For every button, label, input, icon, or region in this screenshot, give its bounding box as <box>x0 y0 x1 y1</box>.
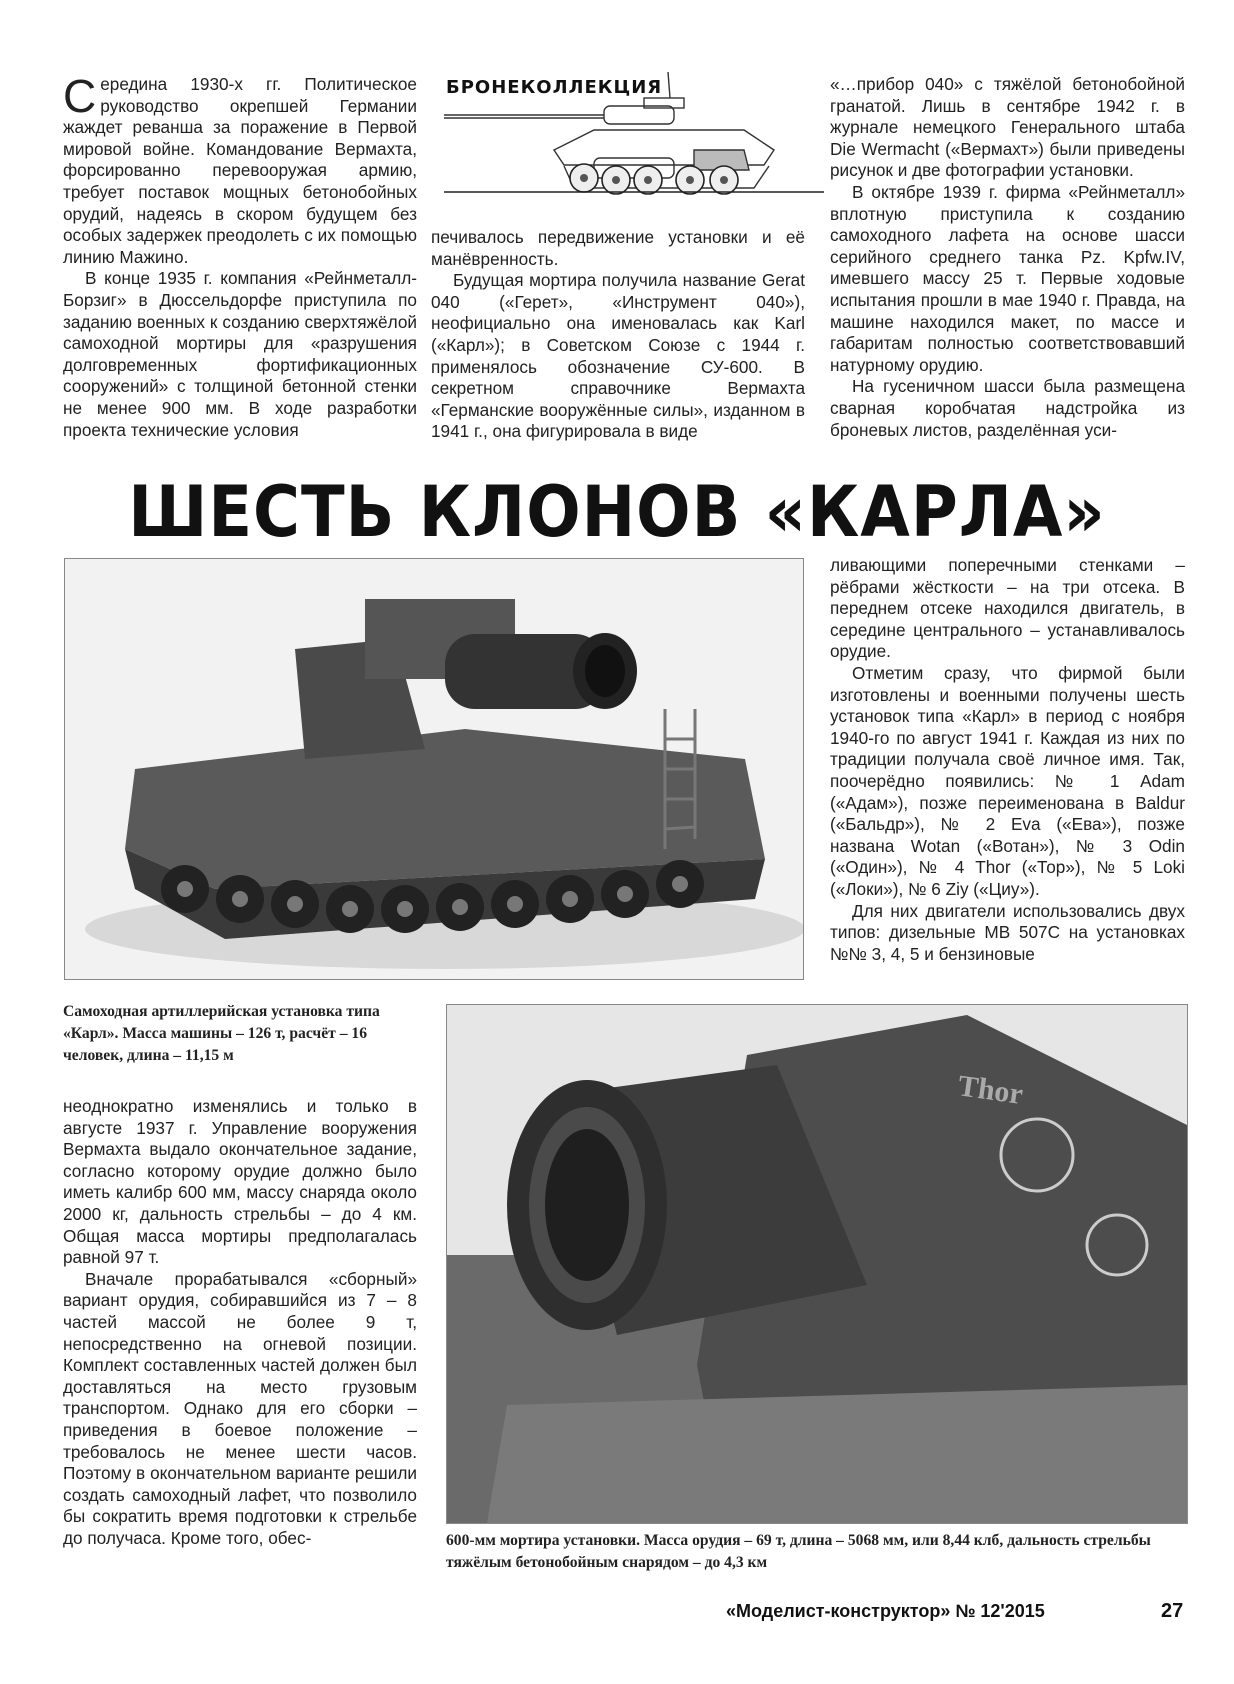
paragraph: Будущая мортира получила название Gerat 040 («Герет», «Инструмент 040»), неофициально она именовалась как Karl («Карл»); в Советском Союзе с 1944 г. применялось обозначение СУ-600. В секретном справочнике Вермахта «Германские вооружённые силы», изданном в 1941 г., она фигурировала в виде <box>431 270 805 442</box>
headline: ШЕСТЬ КЛОНОВ «КАРЛА» <box>128 472 1106 554</box>
photo-mortar-gun <box>446 1004 1188 1524</box>
photo-karl-vehicle <box>64 558 804 980</box>
column-3-top <box>830 74 1185 441</box>
intro-paragraph: Середина 1930-х гг. Политическое руководство окрепшей Германии жаждет реванша за поражение в Первой мировой войне. Командование Вермахта, форсированно перевооружая армию, требует поставок мощных бетонобойных орудий, надеясь в скором будущем без особых задержек преодолеть с их помощью линию Мажино. <box>63 70 417 267</box>
section-tag: БРОНЕКОЛЛЕКЦИЯ <box>446 77 663 98</box>
column-1-top <box>63 70 417 441</box>
dropcap: С <box>63 70 97 122</box>
paragraph: Вначале прорабатывался «сборный» вариант орудия, собиравшийся из 7 – 8 частей массой не более 9 т, непосредственно на огневой позиции. Комплект составленных частей должен был доставляться на место грузовым транспортом. Однако для его сборки – приведения в боевое положение – требовалось не менее шести часов. Поэтому в окончательном варианте решили создать самоходный лафет, что позволило бы сократить время подготовки к стрельбе до получаса. Кроме того, обес- <box>63 1268 417 1548</box>
column-2-top <box>431 227 805 443</box>
caption-mortar: 600-мм мортира установки. Масса орудия – 69 т, длина – 5068 мм, или 8,44 клб, дальность стрельбы тяжёлым бетонобойным снарядом – до 4,3 км <box>446 1532 1151 1571</box>
paragraph: «…прибор 040» с тяжёлой бетонобойной гранатой. Лишь в сентябре 1942 г. в журнале немецкого Генерального штаба Die Wermacht («Вермахт») были приведены рисунок и две фотографии установки. <box>830 74 1185 181</box>
tank-sketch-icon <box>444 70 824 210</box>
caption-karl-vehicle: Самоходная артиллерийская установка типа «Карл». Масса машины – 126 т, расчёт – 16 человек, длина – 11,15 м <box>63 1003 380 1064</box>
paragraph: печивалось передвижение установки и её манёвренность. <box>431 227 805 269</box>
mortar-illustration <box>447 1005 1187 1523</box>
karl-vehicle-illustration <box>65 559 803 979</box>
photo-marking: Thor <box>956 1069 1026 1111</box>
paragraph: В конце 1935 г. компания «Рейнметалл-Борзиг» в Дюссельдорфе приступила по заданию военных к созданию сверхтяжёлой самоходной мортиры для «разрушения долговременных фортификационных сооружений» с толщиной бетонной стенки не менее 900 мм. В ходе разработки проекта технические условия <box>63 268 417 440</box>
paragraph: Для них двигатели использовались двух типов: дизельные MB 507C на установках №№ 3, 4, 5 и бензиновые <box>830 900 1185 964</box>
paragraph: ливающими поперечными стенками – рёбрами жёсткости – на три отсека. В переднем отсеке находился двигатель, в середине центрального – устанавливалось орудие. <box>830 555 1185 662</box>
magazine-footer: «Моделист-конструктор» № 12'2015 <box>726 1601 1045 1621</box>
paragraph: Отметим сразу, что фирмой были изготовлены и военными получены шесть установок типа «Карл» в период с ноября 1940-го по август 1941 г. Каждая из них по традиции получала своё личное имя. Так, поочерёдно появились: № 1 Adam («Адам»), позже переименована в Baldur («Бальдр»), № 2 Eva («Ева»), позже названа Wotan («Вотан»), № 3 Odin («Один»), № 4 Thor («Тор»), № 5 Loki («Локи»), № 6 Ziy («Циу»). <box>830 662 1185 899</box>
column-3-middle <box>830 555 1185 965</box>
paragraph: неоднократно изменялись и только в августе 1937 г. Управление вооружения Вермахта выдало окончательное задание, согласно которому орудие должно было иметь калибр 600 мм, массу снаряда около 2000 кг, дальность стрельбы – до 4 км. Общая масса мортиры предполагалась равной 97 т. <box>63 1096 417 1268</box>
paragraph: В октябре 1939 г. фирма «Рейнметалл» вплотную приступила к созданию самоходного лафета на основе шасси серийного среднего танка Pz. Kpfw.IV, имевшего массу 25 т. Первые ходовые испытания прошли в мае 1940 г. Правда, на машине находился макет, по массе и габаритам полностью соответствовавший натурному орудию. <box>830 181 1185 375</box>
page-number: 27 <box>1161 1600 1184 1622</box>
column-1-bottom <box>63 1096 417 1549</box>
paragraph: На гусеничном шасси была размещена сварная коробчатая надстройка из броневых листов, разделённая уси- <box>830 376 1185 440</box>
